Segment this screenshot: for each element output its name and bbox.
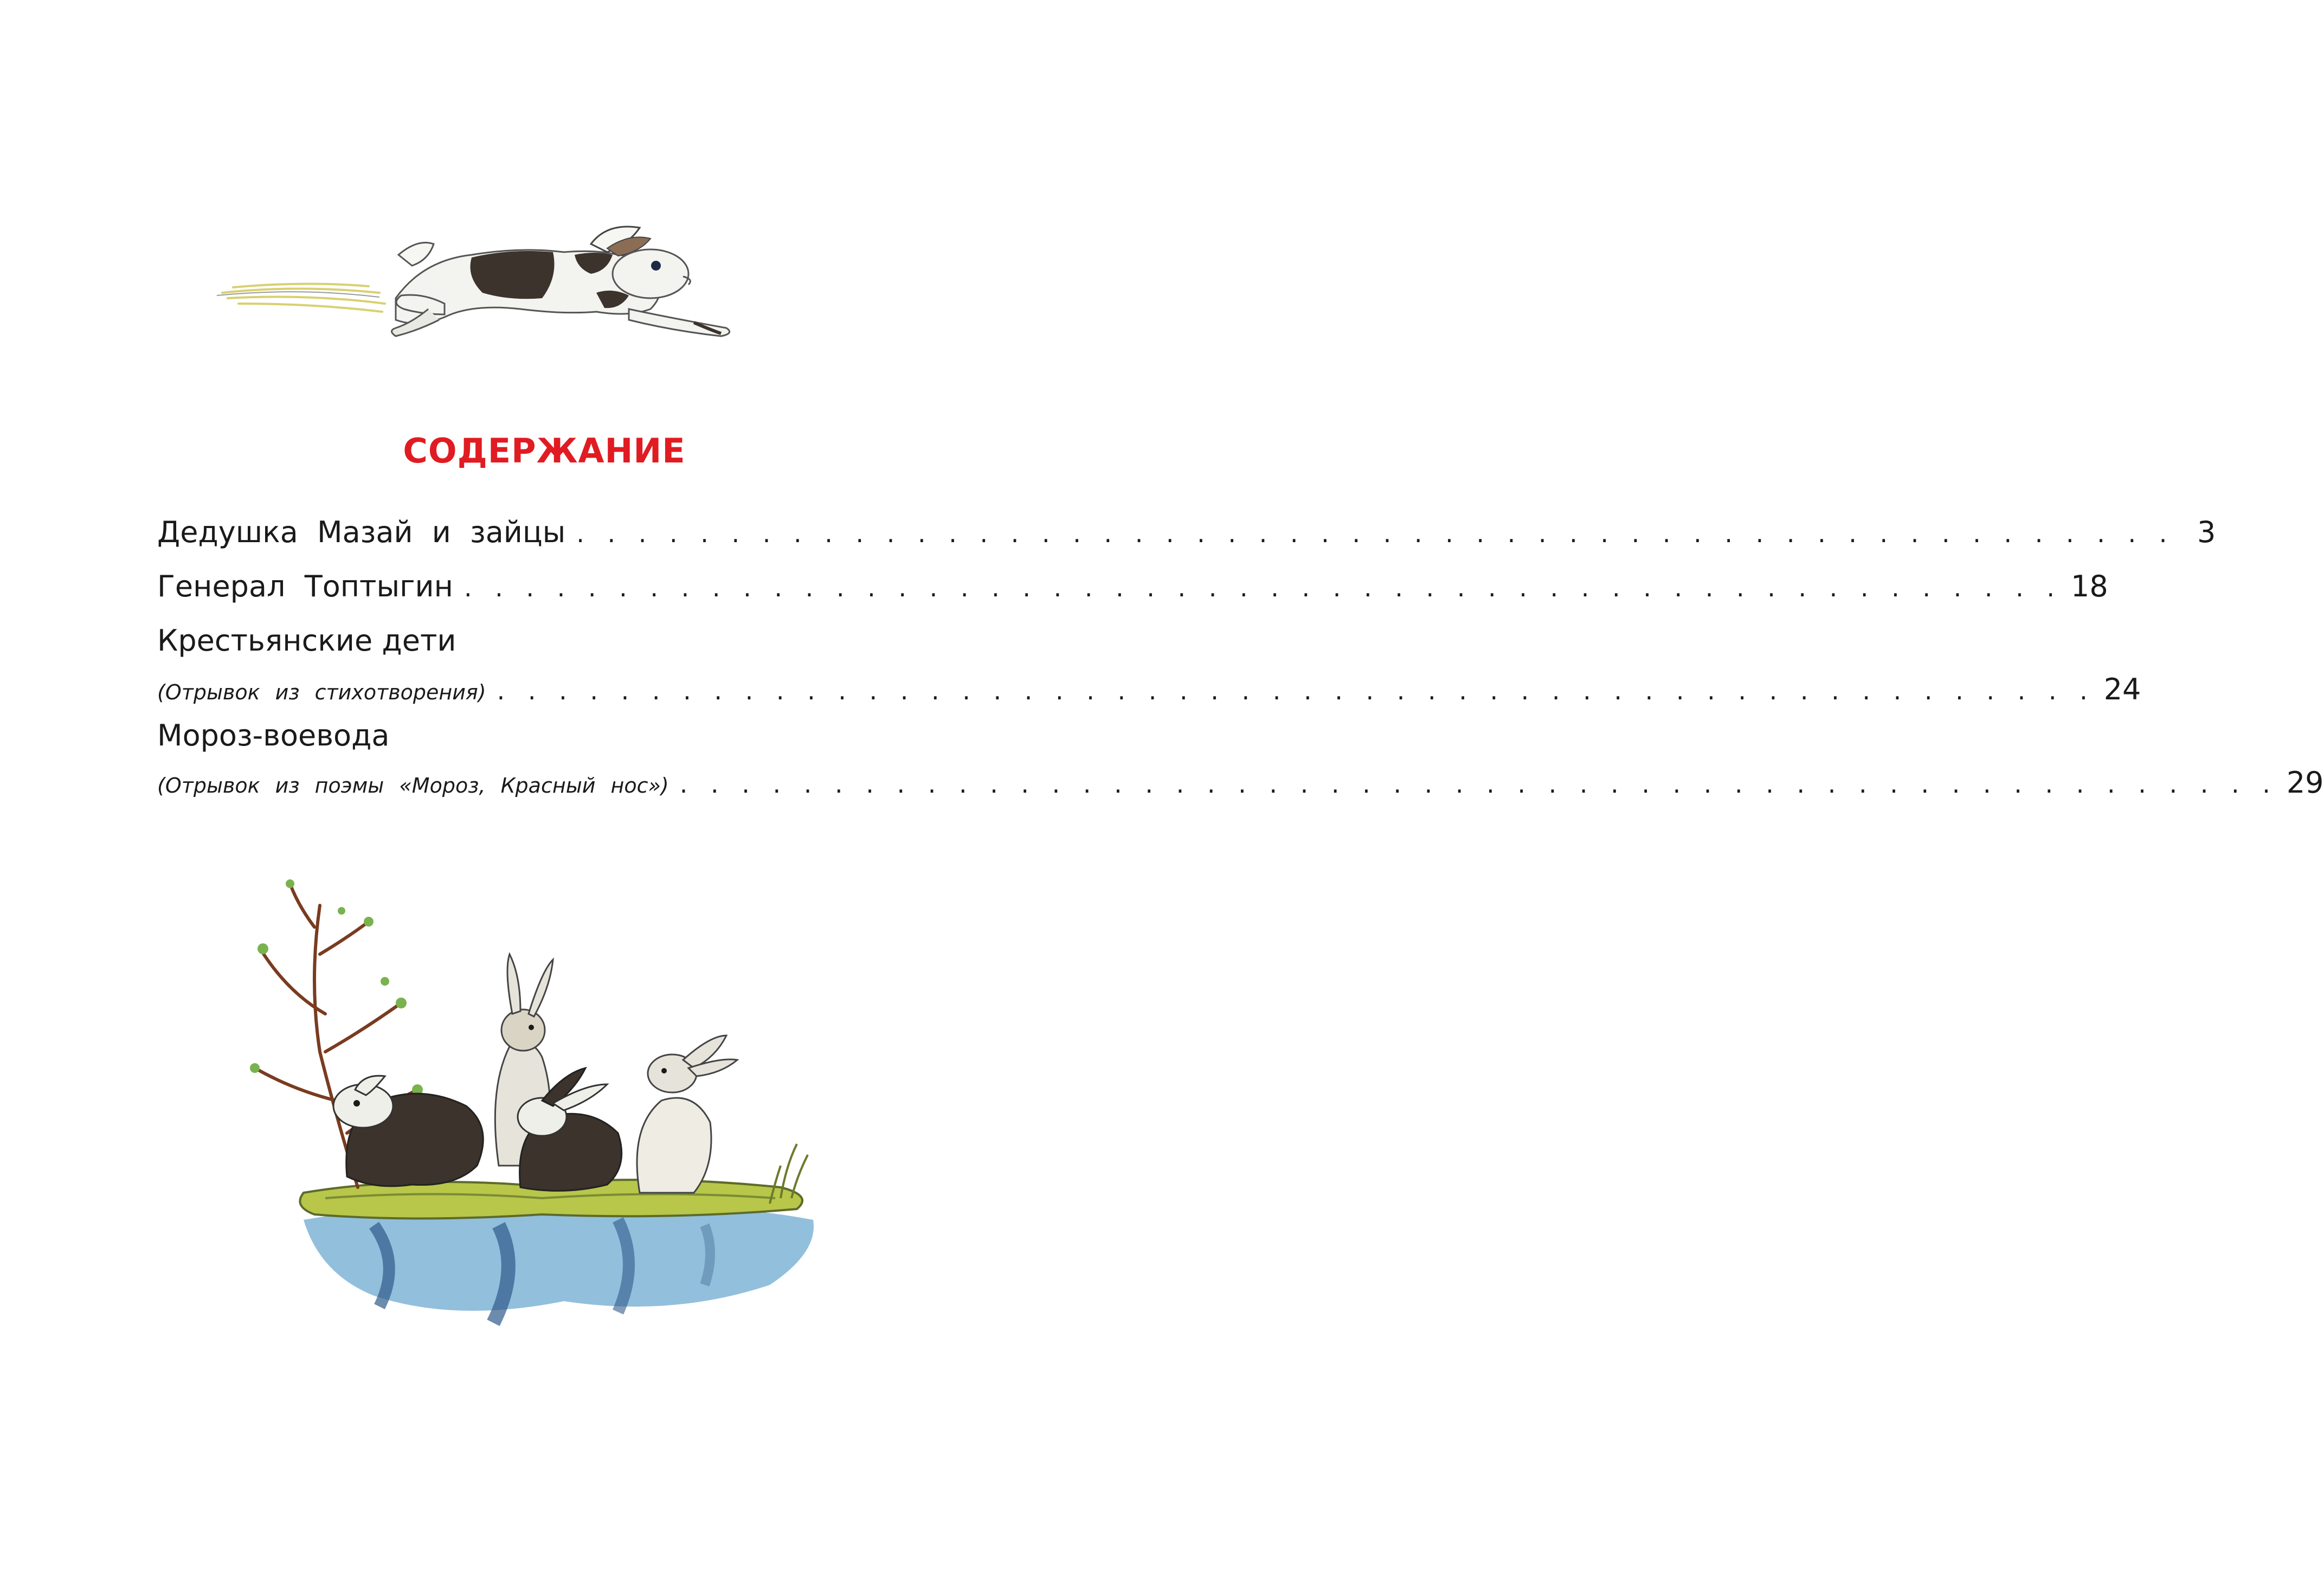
toc-entry-page: 18	[2071, 569, 2108, 603]
toc-heading: СОДЕРЖАНИЕ	[403, 431, 686, 471]
toc-leader-dots: . . . . . . . . . . . . . . . . . . . . . . . . . . . . . . . . . . . . . . . . . . . . . . . . . . . .	[463, 573, 2063, 602]
toc-entry[interactable]	[157, 569, 2108, 603]
toc-entry-page: 24	[2103, 672, 2141, 706]
toc-entry-title[interactable]: Мороз-воевода	[157, 718, 390, 753]
hares-on-island-illustration	[239, 873, 862, 1377]
running-hare-illustration	[217, 222, 754, 347]
toc-leader-dots: . . . . . . . . . . . . . . . . . . . . . . . . . . . . . . . . . . . . . . . . . . . . . . . . . . . .	[497, 676, 2095, 705]
toc-entry[interactable]	[157, 672, 2141, 706]
toc-entry[interactable]	[157, 515, 2216, 549]
toc-entry-page: 3	[2197, 515, 2216, 549]
toc-entry-subtitle: (Отрывок из поэмы «Мороз, Красный нос»)	[157, 774, 669, 798]
toc-entry-page: 29	[2286, 766, 2324, 800]
toc-leader-dots: . . . . . . . . . . . . . . . . . . . . . . . . . . . . . . . . . . . . . . . . . . . . . . . . . . . .	[576, 519, 2175, 548]
toc-entry-title: Генерал Топтыгин	[157, 569, 453, 603]
toc-entry-title[interactable]: Крестьянские дети	[157, 623, 456, 658]
toc-entry-title: Дедушка Мазай и зайцы	[157, 515, 566, 549]
toc-entry-subtitle: (Отрывок из стихотворения)	[157, 680, 486, 704]
toc-leader-dots: . . . . . . . . . . . . . . . . . . . . . . . . . . . . . . . . . . . . . . . . . . . . . . . . . . . .	[679, 769, 2278, 799]
toc-entry[interactable]	[157, 766, 2324, 800]
